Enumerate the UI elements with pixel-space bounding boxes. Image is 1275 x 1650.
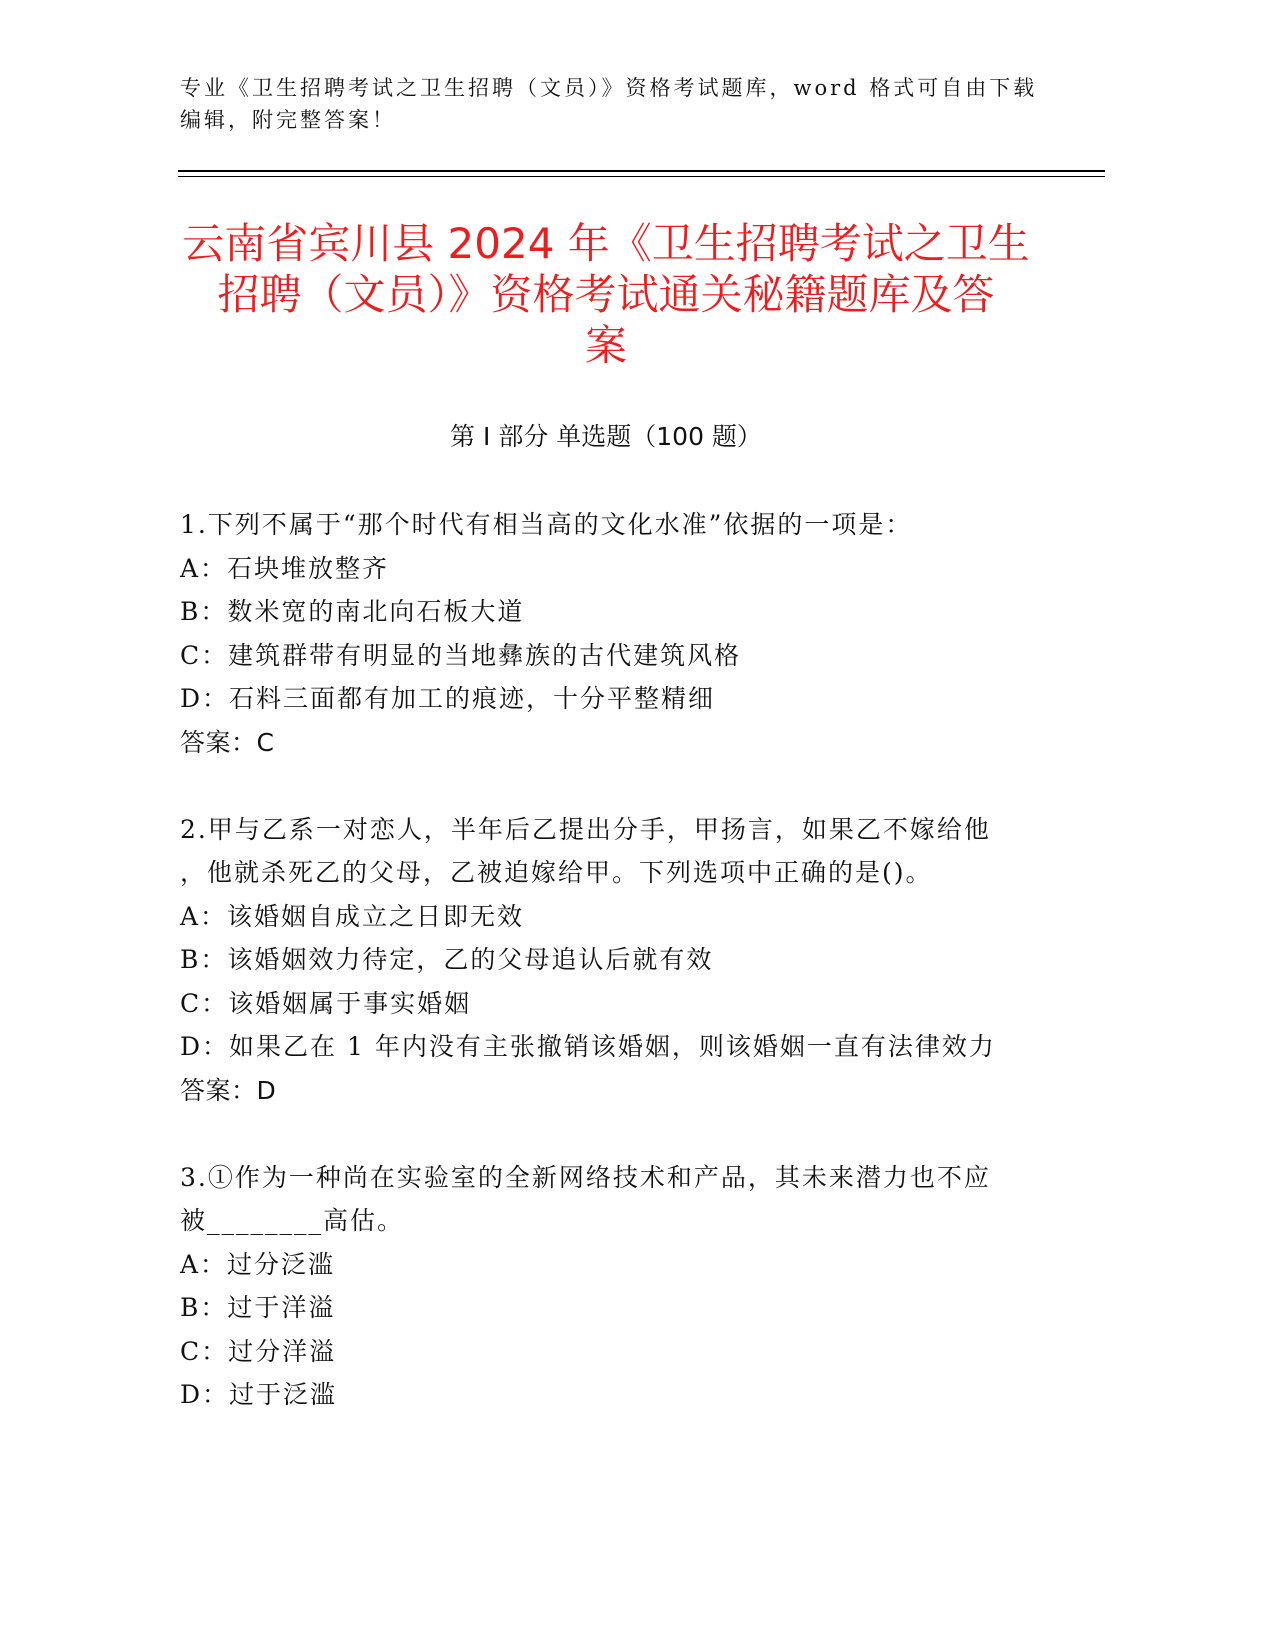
question-stem: 2.甲与乙系一对恋人，半年后乙提出分手，甲扬言，如果乙不嫁给他 [180,814,991,844]
option-c: C：该婚姻属于事实婚姻 [180,988,472,1018]
option-a: A：该婚姻自成立之日即无效 [180,901,525,931]
option-d: D：如果乙在 1 年内没有主张撤销该婚姻，则该婚姻一直有法律效力 [180,1032,996,1061]
option-b: B：该婚姻效力待定，乙的父母追认后就有效 [180,945,714,974]
question-stem-continued: 被________高估。 [180,1206,405,1235]
option-d: D：过于泛滥 [180,1380,338,1409]
option-b: B：过于洋溢 [180,1293,336,1322]
title-line-3: 案 [584,321,627,370]
option-a: A：过分泛滥 [180,1249,336,1279]
header-line-1: 专业《卫生招聘考试之卫生招聘（文员）》资格考试题库，word 格式可自由下载 [180,76,1038,100]
option-d: D：石料三面都有加工的痕迹，十分平整精细 [180,684,716,713]
question-stem: 3.①作为一种尚在实验室的全新网络技术和产品，其未来潜力也不应 [180,1162,991,1192]
question-stem-continued: ，他就杀死乙的父母，乙被迫嫁给甲。下列选项中正确的是()。 [180,858,933,887]
title-line-2: 招聘（文员）》资格考试通关秘籍题库及答 [217,270,995,319]
question-list [180,503,1080,1417]
option-c: C：过分洋溢 [180,1336,337,1366]
title-line-1: 云南省宾川县 2024 年《卫生招聘考试之卫生 [182,219,1030,268]
option-a: A：石块堆放整齐 [180,553,390,583]
question-item-2 [180,808,1080,1113]
answer-label: 答案： [180,1075,257,1105]
document-header [180,72,1080,136]
answer-value: C [256,727,275,757]
question-stem: 1.下列不属于“那个时代有相当高的文化水准”依据的一项是： [180,510,913,539]
header-divider [178,170,1105,177]
header-line-2: 编辑，附完整答案！ [180,108,396,132]
answer-line [180,721,1080,765]
answer-value: D [256,1075,277,1105]
question-item-3 [180,1156,1080,1417]
option-b: B：数米宽的南北向石板大道 [180,597,525,626]
answer-label: 答案： [180,727,257,757]
document-title [180,218,1032,371]
answer-line [180,1069,1080,1113]
option-c: C：建筑群带有明显的当地彝族的古代建筑风格 [180,640,742,670]
question-item-1 [180,503,1080,764]
section-heading: 第 I 部分 单选题（100 题） [450,422,762,451]
